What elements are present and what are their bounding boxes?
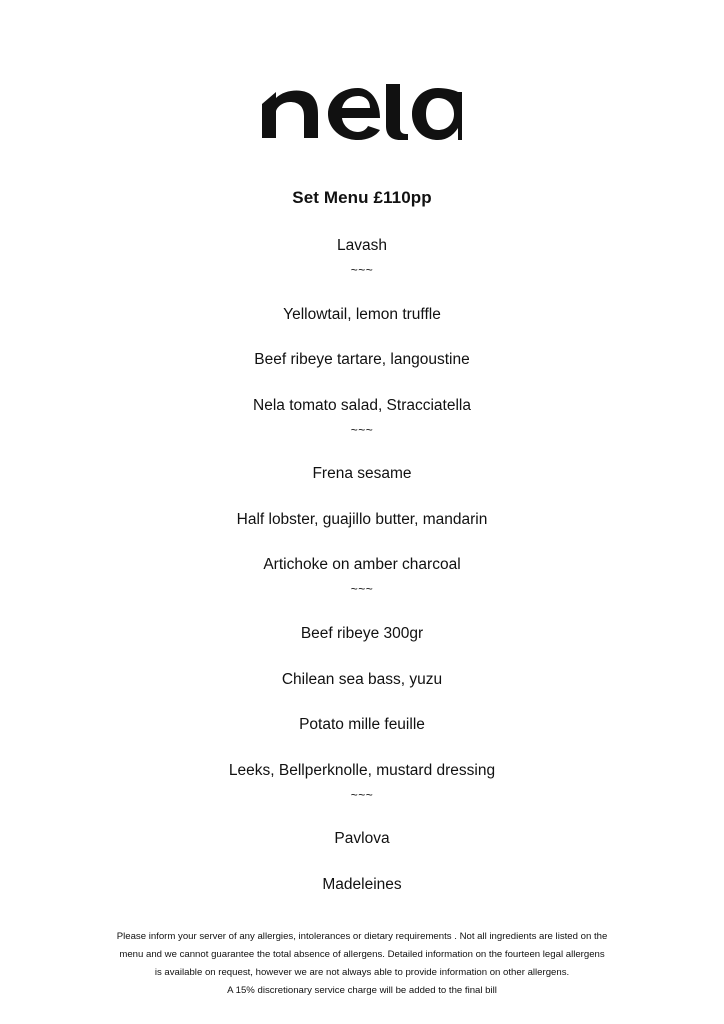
service-charge-note: A 15% discretionary service charge will be added to the final bill <box>227 985 497 996</box>
course-separator: ~~~ <box>350 423 374 437</box>
nela-logo <box>262 84 462 140</box>
menu-item: Yellowtail, lemon truffle <box>283 306 441 323</box>
menu-title: Set Menu £110pp <box>292 188 432 207</box>
menu-item: Lavash <box>337 237 387 254</box>
notice-line: menu and we cannot guarantee the total absence of allergens. Detailed information on the fourteen legal allergens <box>119 949 605 960</box>
menu-item: Madeleines <box>322 876 402 893</box>
menu-item: Potato mille feuille <box>299 716 425 733</box>
menu-item: Beef ribeye tartare, langoustine <box>254 351 470 368</box>
notice-line: Please inform your server of any allergies, intolerances or dietary requirements . Not all ingredients are listed on the <box>116 931 608 942</box>
allergen-notice <box>0 928 724 1000</box>
menu-item: Frena sesame <box>312 465 412 482</box>
menu-item: Leeks, Bellperknolle, mustard dressing <box>228 762 496 779</box>
menu-item: Pavlova <box>334 830 390 847</box>
menu-item: Nela tomato salad, Stracciatella <box>253 397 471 414</box>
course-separator: ~~~ <box>350 788 374 802</box>
menu-item: Half lobster, guajillo butter, mandarin <box>236 511 488 528</box>
menu-item: Beef ribeye 300gr <box>300 625 424 642</box>
menu-item: Artichoke on amber charcoal <box>263 556 461 573</box>
notice-line: is available on request, however we are not always able to provide information on other allergens. <box>154 967 570 978</box>
menu-item: Chilean sea bass, yuzu <box>281 671 443 688</box>
course-separator: ~~~ <box>350 582 374 596</box>
course-separator: ~~~ <box>350 263 374 277</box>
